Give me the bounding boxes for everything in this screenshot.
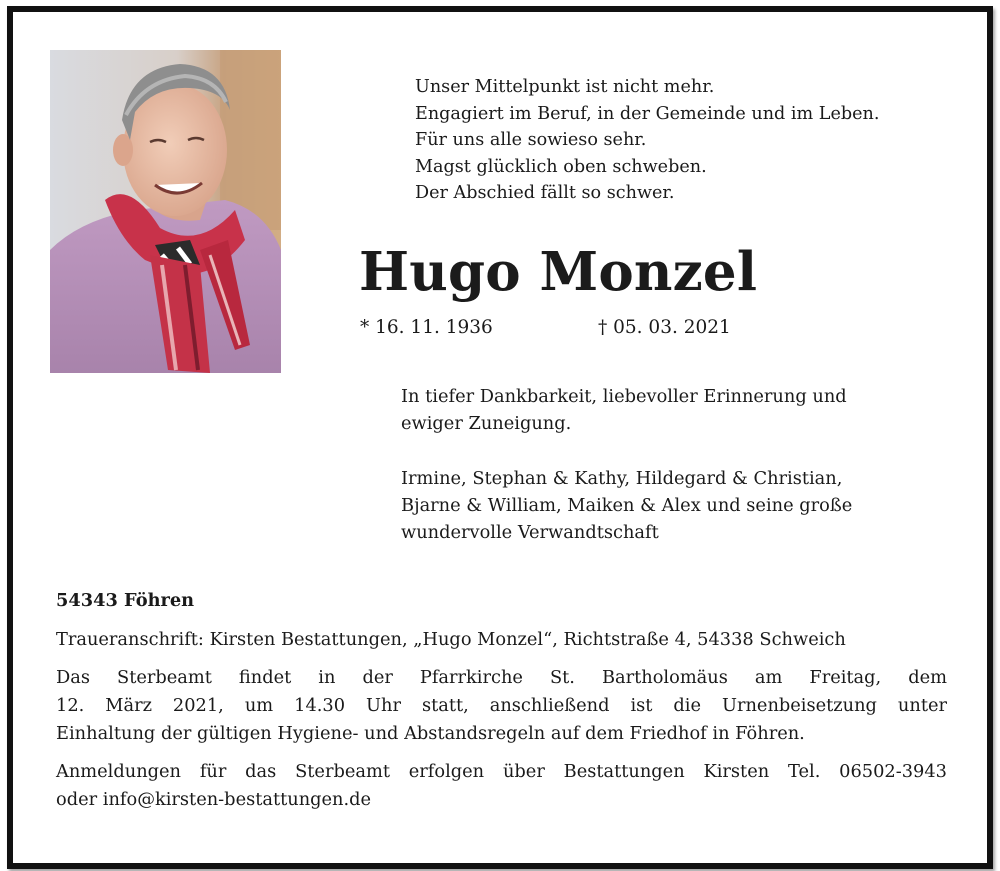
obituary-frame <box>7 6 993 869</box>
registration-line: Anmeldungen für das Sterbeamt erfolgen über Bestattungen Kirsten Tel. 06502-3943 <box>56 761 947 782</box>
mourning-address: Traueranschrift: Kirsten Bestattungen, „Hugo Monzel“, Richtstraße 4, 54338 Schweich <box>56 629 846 650</box>
poem-line: Magst glücklich oben schweben. <box>415 156 707 177</box>
poem-line: Engagiert im Beruf, in der Gemeinde und im Leben. <box>415 103 880 124</box>
poem <box>415 74 975 207</box>
poem-line: Unser Mittelpunkt ist nicht mehr. <box>415 77 715 97</box>
service-notice <box>56 664 947 748</box>
poem-line: Für uns alle sowieso sehr. <box>415 130 647 150</box>
service-line: 12. März 2021, um 14.30 Uhr statt, anschließend ist die Urnenbeisetzung unter <box>56 695 947 716</box>
family-names <box>401 465 961 546</box>
family-line: wundervolle Verwandtschaft <box>401 522 659 543</box>
service-line: Das Sterbeamt findet in der Pfarrkirche St. Bartholomäus am Freitag, dem <box>56 667 947 688</box>
poem-line: Der Abschied fällt so schwer. <box>415 183 675 203</box>
place-heading: 54343 Föhren <box>56 590 195 611</box>
thanks-text <box>401 383 961 437</box>
registration-line: oder info@kirsten-bestattungen.de <box>56 789 372 810</box>
family-line: Bjarne & William, Maiken & Alex und seine große <box>401 495 853 516</box>
death-date: † 05. 03. 2021 <box>598 317 731 338</box>
thanks-line: ewiger Zuneigung. <box>401 413 572 434</box>
portrait-photo <box>50 50 281 373</box>
thanks-line: In tiefer Dankbarkeit, liebevoller Erinnerung und <box>401 386 847 407</box>
birth-date: * 16. 11. 1936 <box>360 317 493 338</box>
service-line: Einhaltung der gültigen Hygiene- und Abstandsregeln auf dem Friedhof in Föhren. <box>56 723 805 744</box>
family-line: Irmine, Stephan & Kathy, Hildegard & Christian, <box>401 468 843 489</box>
deceased-name: Hugo Monzel <box>359 241 758 303</box>
registration-notice <box>56 758 947 814</box>
